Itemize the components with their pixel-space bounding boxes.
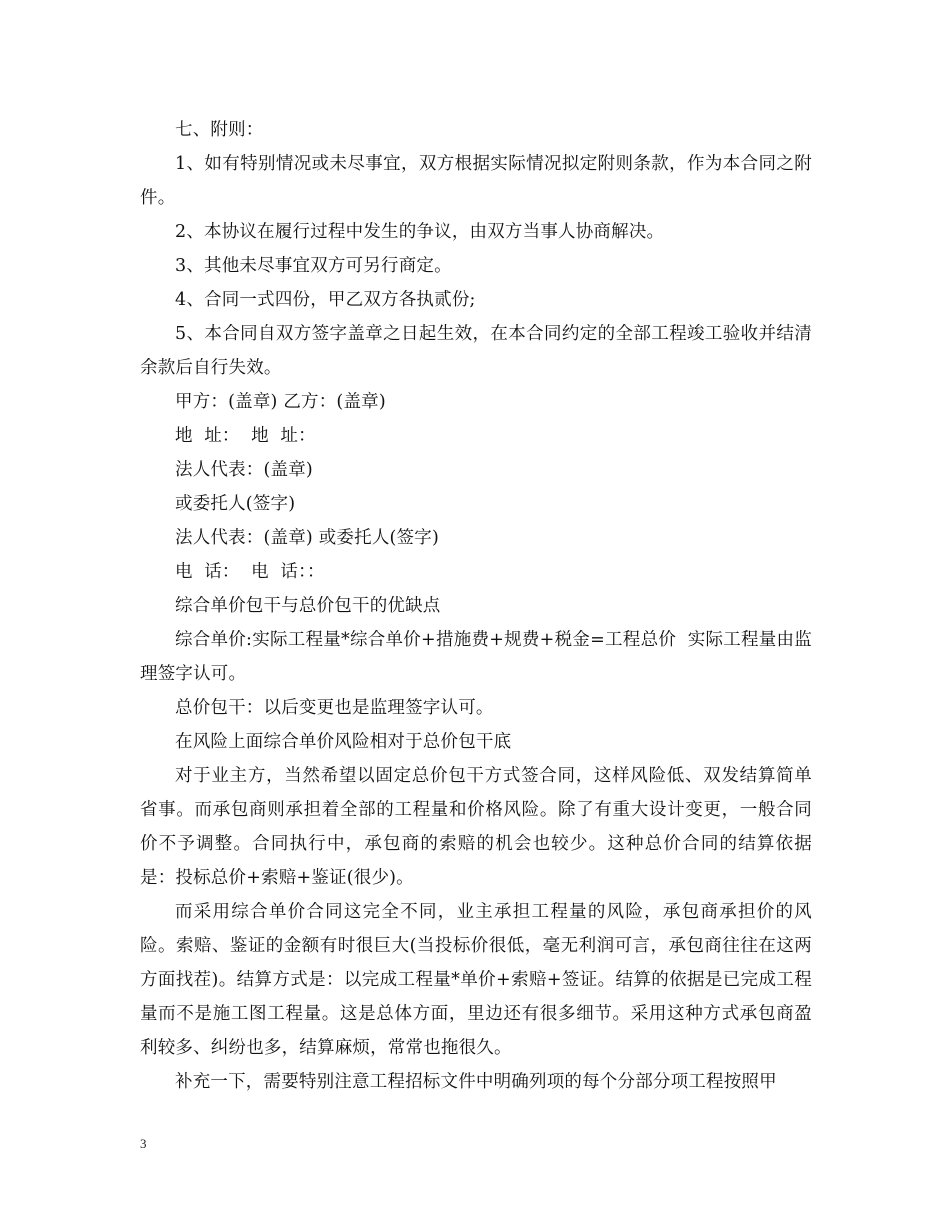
signature-address-line: 地 址： 地 址：: [175, 426, 316, 446]
signature-party-line: 甲方：(盖章) 乙方：(盖章): [175, 392, 386, 412]
risk-comparison-paragraph: 在风险上面综合单价风险相对于总价包干底: [175, 732, 512, 752]
clause-2-paragraph: 2、本协议在履行过程中发生的争议，由双方当事人协商解决。: [175, 222, 665, 242]
unit-price-contract-paragraph: 而采用综合单价合同这完全不同，业主承担工程量的风险，承包商承担价的风险。索赔、鉴证的金额有时很巨大(当投标价很低，毫无利润可言，承包商往往在这两方面找茬)。结算方式是：以完成工程量*单价+索赔+签证。结算的依据是已完成工程量而不是施工图工程量。这是总体方面，里边还有很多细节。采用这种方式承包商盈利较多、纠纷也多，结算麻烦，常常也拖很久。: [140, 902, 812, 1058]
document-body: [140, 113, 812, 1099]
signature-phone-line: 电 话： 电 话：：: [175, 562, 325, 582]
clause-3-paragraph: 3、其他未尽事宜双方可另行商定。: [175, 256, 452, 276]
owner-perspective-paragraph: 对于业主方，当然希望以固定总价包干方式签合同，这样风险低、双发结算简单省事。而承包商则承担着全部的工程量和价格风险。除了有重大设计变更，一般合同价不予调整。合同执行中，承包商的索赔的机会也较少。这种总价合同的结算依据是：投标总价+索赔+鉴证(很少)。: [140, 766, 812, 888]
signature-agent-line: 或委托人(签字): [175, 494, 296, 514]
clause-4-paragraph: 4、合同一式四份，甲乙双方各执贰份;: [175, 290, 476, 310]
lump-sum-paragraph: 总价包干：以后变更也是监理签字认可。: [175, 698, 494, 718]
supplement-paragraph: 补充一下，需要特别注意工程招标文件中明确列项的每个分部分项工程按照甲: [175, 1072, 777, 1092]
signature-legal-rep-agent-line: 法人代表：(盖章) 或委托人(签字): [175, 528, 439, 548]
unit-price-paragraph: 综合单价:实际工程量*综合单价+措施费+规费+税金=工程总价 实际工程量由监理签字认可。: [140, 630, 812, 684]
heading-appendix-rules: 七、附则：: [175, 120, 264, 140]
clause-1-paragraph: 1、如有特别情况或未尽事宜，双方根据实际情况拟定附则条款，作为本合同之附件。: [140, 154, 812, 208]
page-number: 3: [140, 1136, 147, 1151]
signature-legal-rep-line: 法人代表：(盖章): [175, 460, 313, 480]
clause-5-paragraph: 5、本合同自双方签字盖章之日起生效，在本合同约定的全部工程竣工验收并结清余款后自行失效。: [140, 324, 812, 378]
section-title-pricing: 综合单价包干与总价包干的优缺点: [175, 596, 441, 616]
